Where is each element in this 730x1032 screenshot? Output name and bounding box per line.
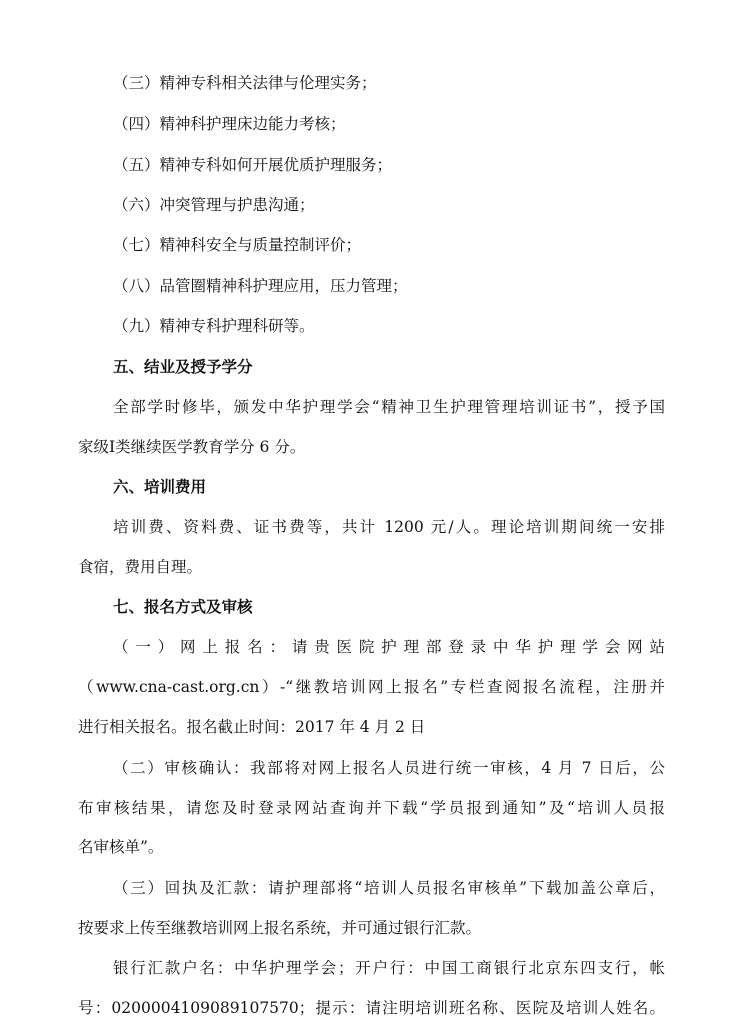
- paragraph-line: 布审核结果，请您及时登录网站查询并下载“学员报到通知”及“培训人员报: [78, 799, 665, 817]
- list-item: （三）精神专科相关法律与伦理实务；: [113, 74, 377, 92]
- section-heading: 七、报名方式及审核: [113, 598, 253, 616]
- paragraph-line: （二）审核确认：我部将对网上报名人员进行统一审核，4 月 7 日后，公: [113, 759, 665, 777]
- list-item: （六）冲突管理与护患沟通；: [113, 196, 315, 214]
- list-item: （九）精神专科护理科研等。: [113, 317, 315, 335]
- list-item: （七）精神科安全与质量控制评价；: [113, 236, 362, 254]
- list-item: （四）精神科护理床边能力考核；: [113, 115, 346, 133]
- list-item: （五）精神专科如何开展优质护理服务；: [113, 156, 393, 174]
- paragraph-line: 全部学时修毕，颁发中华护理学会“精神卫生护理管理培训证书”，授予国: [113, 398, 665, 416]
- section-heading: 五、结业及授予学分: [113, 358, 253, 376]
- paragraph-line: 进行相关报名。报名截止时间：2017 年 4 月 2 日: [78, 718, 426, 736]
- paragraph-line: 食宿，费用自理。: [78, 558, 203, 576]
- list-item: （八）品管圈精神科护理应用，压力管理；: [113, 277, 408, 295]
- section-heading: 六、培训费用: [113, 478, 207, 496]
- paragraph-line: （www.cna-cast.org.cn）-“继教培训网上报名”专栏查阅报名流程，注册并: [78, 678, 665, 696]
- paragraph-line: （三）回执及汇款：请护理部将“培训人员报名审核单”下载加盖公章后，: [113, 879, 665, 897]
- paragraph-line: 名审核单”。: [78, 838, 164, 856]
- paragraph-line: 培训费、资料费、证书费等，共计 1200 元/人。理论培训期间统一安排: [113, 518, 665, 536]
- paragraph-line: 号：0200004109089107570；提示：请注明培训班名称、医院及培训人姓名。: [78, 999, 665, 1017]
- paragraph-line: （一）网上报名：请贵医院护理部登录中华护理学会网站: [113, 638, 665, 656]
- paragraph-line: 银行汇款户名：中华护理学会；开户行：中国工商银行北京东四支行，帐: [113, 959, 665, 977]
- paragraph-line: 家级Ⅰ类继续医学教育学分 6 分。: [78, 438, 306, 456]
- paragraph-line: 按要求上传至继教培训网上报名系统，并可通过银行汇款。: [78, 919, 482, 937]
